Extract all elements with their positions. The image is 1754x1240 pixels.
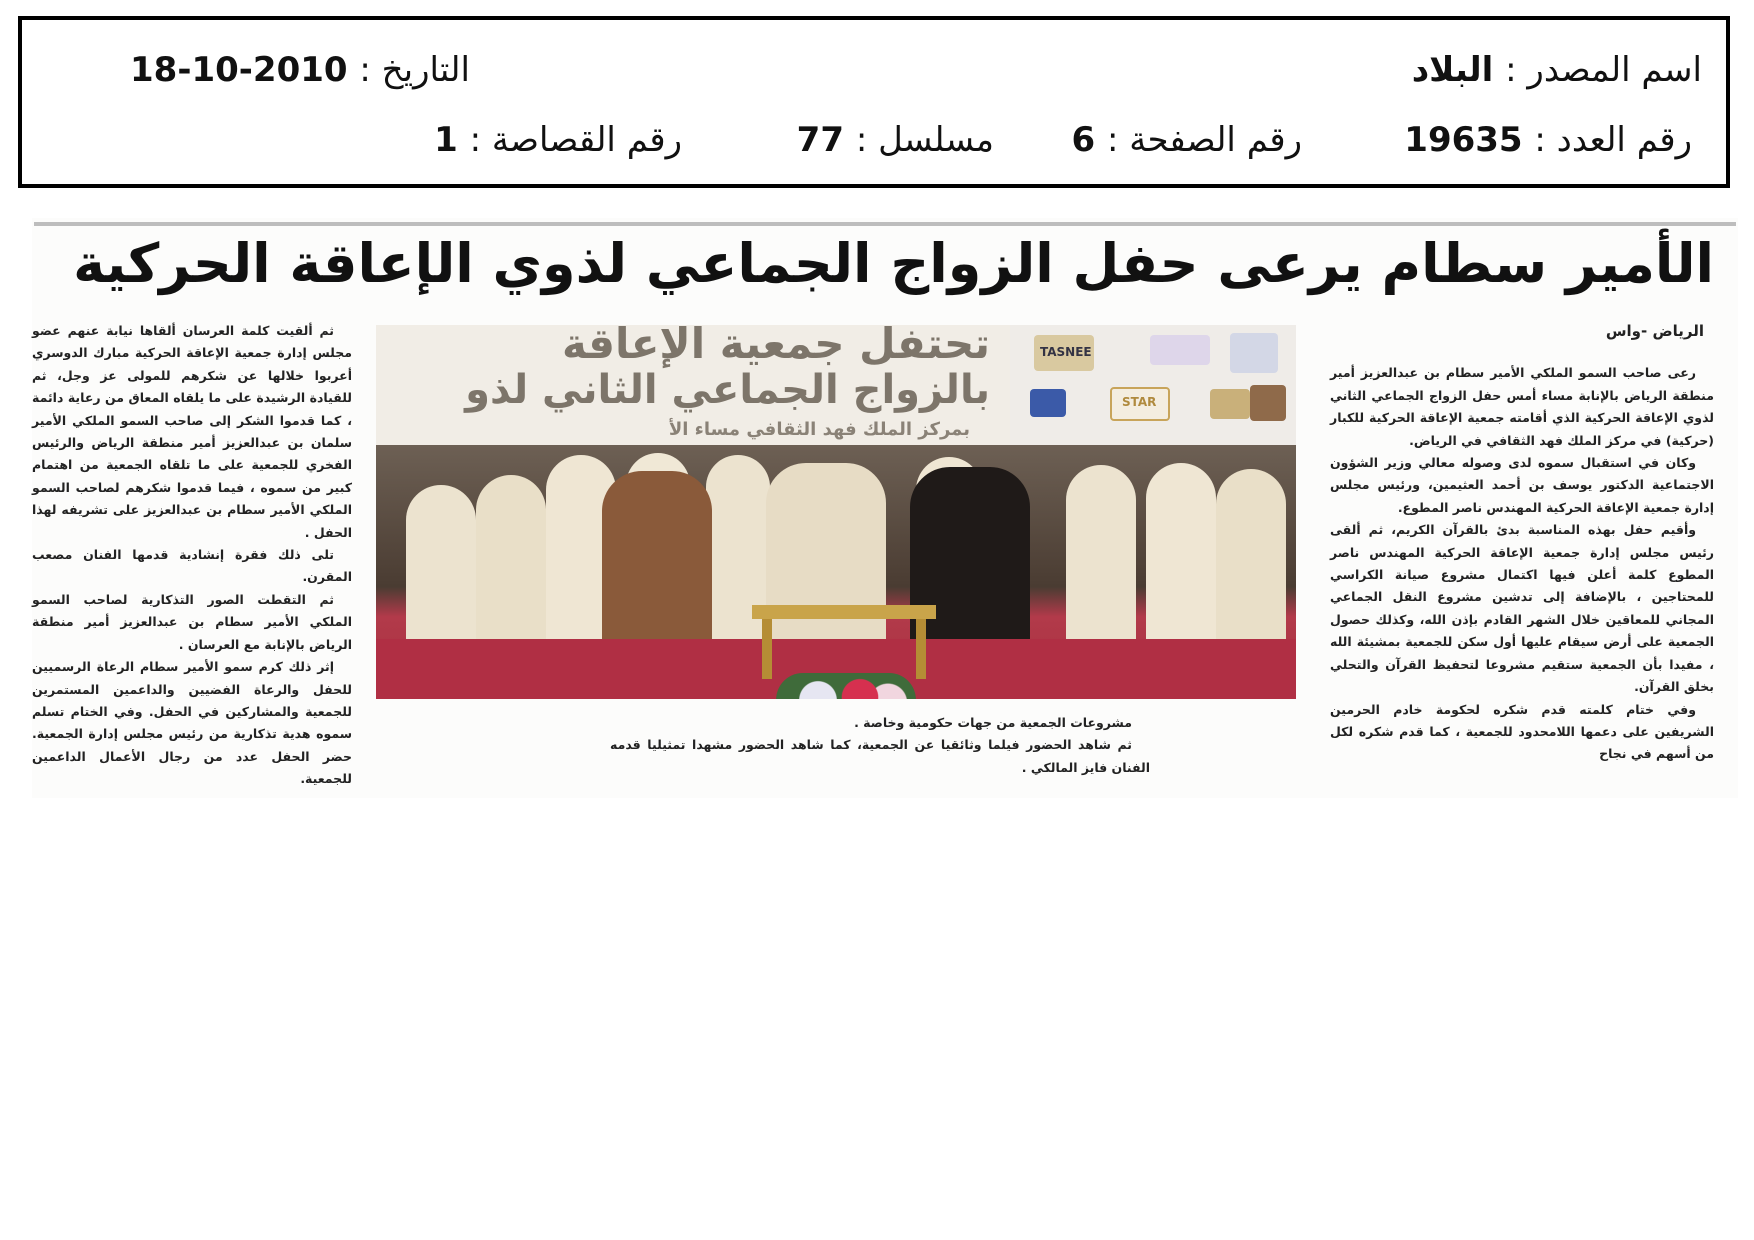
banner-line-3: بمركز الملك فهد الثقافي مساء الأ (668, 419, 970, 440)
date-value: 2010-10-18 (130, 50, 348, 90)
serial-field (797, 120, 994, 160)
table-leg (916, 619, 926, 679)
article-headline: الأمير سطام يرعى حفل الزواج الجماعي لذوي الإعاقة الحركية (73, 232, 1714, 295)
paragraph: مشروعات الجمعية من جهات حكومية وخاصة . (854, 715, 1132, 730)
left-column (32, 320, 352, 791)
paragraph: ثم شاهد الحضور فيلما وثائقيا عن الجمعية، كما شاهد الحضور مشهدا تمثيليا قدمه الفنان فايز المالكي . (610, 737, 1150, 775)
serial-label: مسلسل : (855, 120, 994, 160)
table-leg (762, 619, 772, 679)
clip-label: رقم القصاصة : (469, 120, 682, 160)
clip-field (434, 120, 682, 160)
sponsor-logo-text: STAR (1122, 395, 1157, 409)
stage-scene (376, 445, 1296, 699)
page-field (1071, 120, 1302, 160)
date-label: التاريخ : (359, 50, 470, 90)
dateline: الرياض -واس (1605, 322, 1704, 340)
page-value: 6 (1071, 120, 1096, 160)
date-field (130, 50, 470, 90)
sponsor-logo-icon (1230, 333, 1278, 373)
serial-value: 77 (796, 120, 844, 160)
paragraph: تلى ذلك فقرة إنشادية قدمها الفنان مصعب المقرن. (32, 547, 352, 585)
issue-label: رقم العدد : (1534, 120, 1692, 160)
guest-figure (406, 485, 476, 655)
guest-figure (1146, 463, 1216, 663)
middle-column (610, 712, 1150, 779)
banner-line-1: تحتفل جمعية الإعاقة (562, 325, 990, 368)
event-banner (376, 325, 1010, 445)
paragraph: وفي ختام كلمته قدم شكره لحكومة خادم الحرمين الشريفين على دعمها اللامحدود للجمعية ، كما قدم شكره لكل من أسهم في نجاح (1330, 701, 1714, 762)
sponsor-logo-icon (1210, 389, 1250, 419)
paragraph: إثر ذلك كرم سمو الأمير سطام الرعاة الرسميين للحفل والرعاة الفضيين والداعمين المستمرين للجمعية والمشاركين في الحفل. وفي الختام تسلم سموه هدية تذكارية من رئيس مجلس إدارة الجمعية. حضر الحفل عدد من رجال الأعمال الداعمين للجمعية. (32, 659, 352, 787)
paragraph: رعى صاحب السمو الملكي الأمير سطام بن عبدالعزيز أمير منطقة الرياض بالإنابة مساء أمس حفل الزواج الجماعي الثاني لذوي الإعاقة الحركية الذي أقامته جمعية الإعاقة الحركية للكبار (حركية) في مركز الملك فهد الثقافي في الرياض. (1330, 365, 1714, 448)
sponsor-logo-icon (1250, 385, 1286, 421)
sponsor-logo-text: TASNEE (1040, 345, 1092, 359)
source-field (1412, 50, 1702, 90)
issue-field (1404, 120, 1692, 160)
paragraph: وكان في استقبال سموه لدى وصوله معالي وزير الشؤون الاجتماعية الدكتور يوسف بن أحمد العثيمين، ورئيس مجلس إدارة جمعية الإعاقة الحركية المهندس ناصر المطوع. (1330, 455, 1714, 515)
event-photo (376, 325, 1296, 699)
guest-figure (476, 475, 546, 655)
top-rule (34, 222, 1736, 226)
paragraph: ثم ألقيت كلمة العرسان ألقاها نيابة عنهم عضو مجلس إدارة جمعية الإعاقة الحركية مبارك الدوسري أعربوا خلالها عن شكرهم للمولى عز وجل، ثم للقيادة الرشيدة على ما يلقاه المعاق من رعاية دائمة ، كما قدموا الشكر إلى صاحب السمو الملكي الأمير سلمان بن عبدالعزيز أمير منطقة الرياض والرئيس الفخري للجمعية على ما تلقاه الجمعية من اهتمام كبير من سموه ، فيما قدموا شكرهم لصاحب السمو الملكي الأمير سطام بن عبدالعزيز على تشريفه لهذا الحفل . (32, 323, 352, 540)
source-value: البلاد (1411, 50, 1494, 90)
ornate-table (752, 605, 936, 619)
guest-figure (1066, 465, 1136, 655)
right-column (1330, 320, 1714, 766)
sponsor-logo-icon (1150, 335, 1210, 365)
page-label: رقم الصفحة : (1106, 120, 1302, 160)
flower-arrangement (776, 673, 916, 699)
issue-value: 19635 (1404, 120, 1523, 160)
sponsor-logo-icon (1030, 389, 1066, 417)
paragraph: ثم التقطت الصور التذكارية لصاحب السمو الملكي الأمير سطام بن عبدالعزيز أمير منطقة الرياض بالإنابة مع العرسان . (32, 591, 352, 652)
clipping-info-box (18, 16, 1730, 188)
source-label: اسم المصدر : (1505, 50, 1702, 90)
sponsor-logos (1010, 325, 1296, 445)
clip-value: 1 (434, 120, 458, 160)
banner-line-2: بالزواج الجماعي الثاني لذو (465, 367, 990, 413)
guest-figure (1216, 469, 1286, 659)
paragraph: وأقيم حفل بهذه المناسبة بدئ بالقرآن الكريم، ثم ألقى رئيس مجلس إدارة جمعية الإعاقة الحركية المهندس ناصر المطوع كلمة أعلن فيها اكتمال مشروع صيانة الكراسي للمحتاجين ، بالإضافة إلى تدشين مشروع النقل الجماعي المجاني للمعاقين خلال الشهر القادم بإذن الله، وكذلك حصول الجمعية على أرض سيقام عليها أول سكن للجمعية بمشيئة الله ، مفيدا بأن الجمعية ستقيم مشروعا لتحفيظ القرآن والتحلي بخلق القرآن. (1330, 522, 1714, 695)
